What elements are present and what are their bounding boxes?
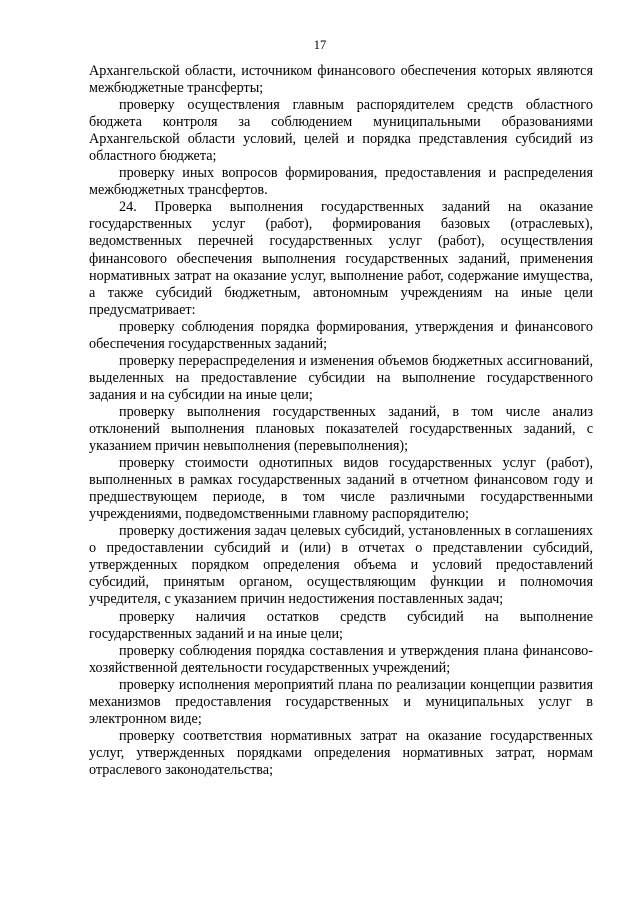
paragraph-item: проверку выполнения государственных заданий, в том числе анализ отклонений выполнения плановых показателей государственных заданий, с указанием причин невыполнения (перевыполнения); — [89, 403, 593, 455]
paragraph-section-24: 24. Проверка выполнения государственных заданий на оказание государственных услуг (работ), формирования базовых (отраслевых), ведомственных перечней государственных услуг (работ), осуществления финансового обеспечения выполнения государственных заданий, применения нормативных затрат на оказание услуг, выполнение работ, содержание имущества, а также субсидий бюджетным, автономным учреждениям на иные цели предусматривает: — [89, 199, 593, 318]
paragraph-item: проверку наличия остатков средств субсидий на выполнение государственных заданий и на иные цели; — [89, 608, 593, 642]
paragraph-item: проверку соблюдения порядка формирования, утверждения и финансового обеспечения государственных заданий; — [89, 318, 593, 352]
paragraph-item: проверку достижения задач целевых субсидий, установленных в соглашениях о предоставлении субсидий и (или) в отчетах о представлении субсидий, утвержденных порядком определения объема и условий предоставлений субсидий, принятым органом, осуществляющим функции и полномочия учредителя, с указанием причин недостижения поставленных задач; — [89, 523, 593, 608]
paragraph-continuation: Архангельской области, источником финансового обеспечения которых являются межбюджетные трансферты; — [89, 63, 593, 97]
paragraph-item: проверку соответствия нормативных затрат на оказание государственных услуг, утвержденных порядками определения нормативных затрат, нормам отраслевого законодательства; — [89, 727, 593, 778]
paragraph-item: проверку стоимости однотипных видов государственных услуг (работ), выполненных в рамках государственных заданий в отчетном финансовом году и предшествующем периоде, в том числе различными государственными учреждениями, подведомственными главному распорядителю; — [89, 455, 593, 523]
paragraph-item: проверку перераспределения и изменения объемов бюджетных ассигнований, выделенных на предоставление субсидии на выполнение государственного задания и на субсидии на иные цели; — [89, 352, 593, 403]
page-number: 17 — [313, 38, 327, 52]
paragraph-item: проверку исполнения мероприятий плана по реализации концепции развития механизмов предоставления государственных и муниципальных услуг в электронном виде; — [89, 676, 593, 727]
paragraph-item: проверку соблюдения порядка составления и утверждения плана финансово-хозяйственной деятельности государственных учреждений; — [89, 642, 593, 676]
paragraph-item: проверку иных вопросов формирования, предоставления и распределения межбюджетных трансфертов. — [89, 165, 593, 199]
paragraph-item: проверку осуществления главным распорядителем средств областного бюджета контроля за соблюдением муниципальными образованиями Архангельской области условий, целей и порядка представления субсидий из областного бюджета; — [89, 97, 593, 165]
document-body — [89, 63, 593, 779]
